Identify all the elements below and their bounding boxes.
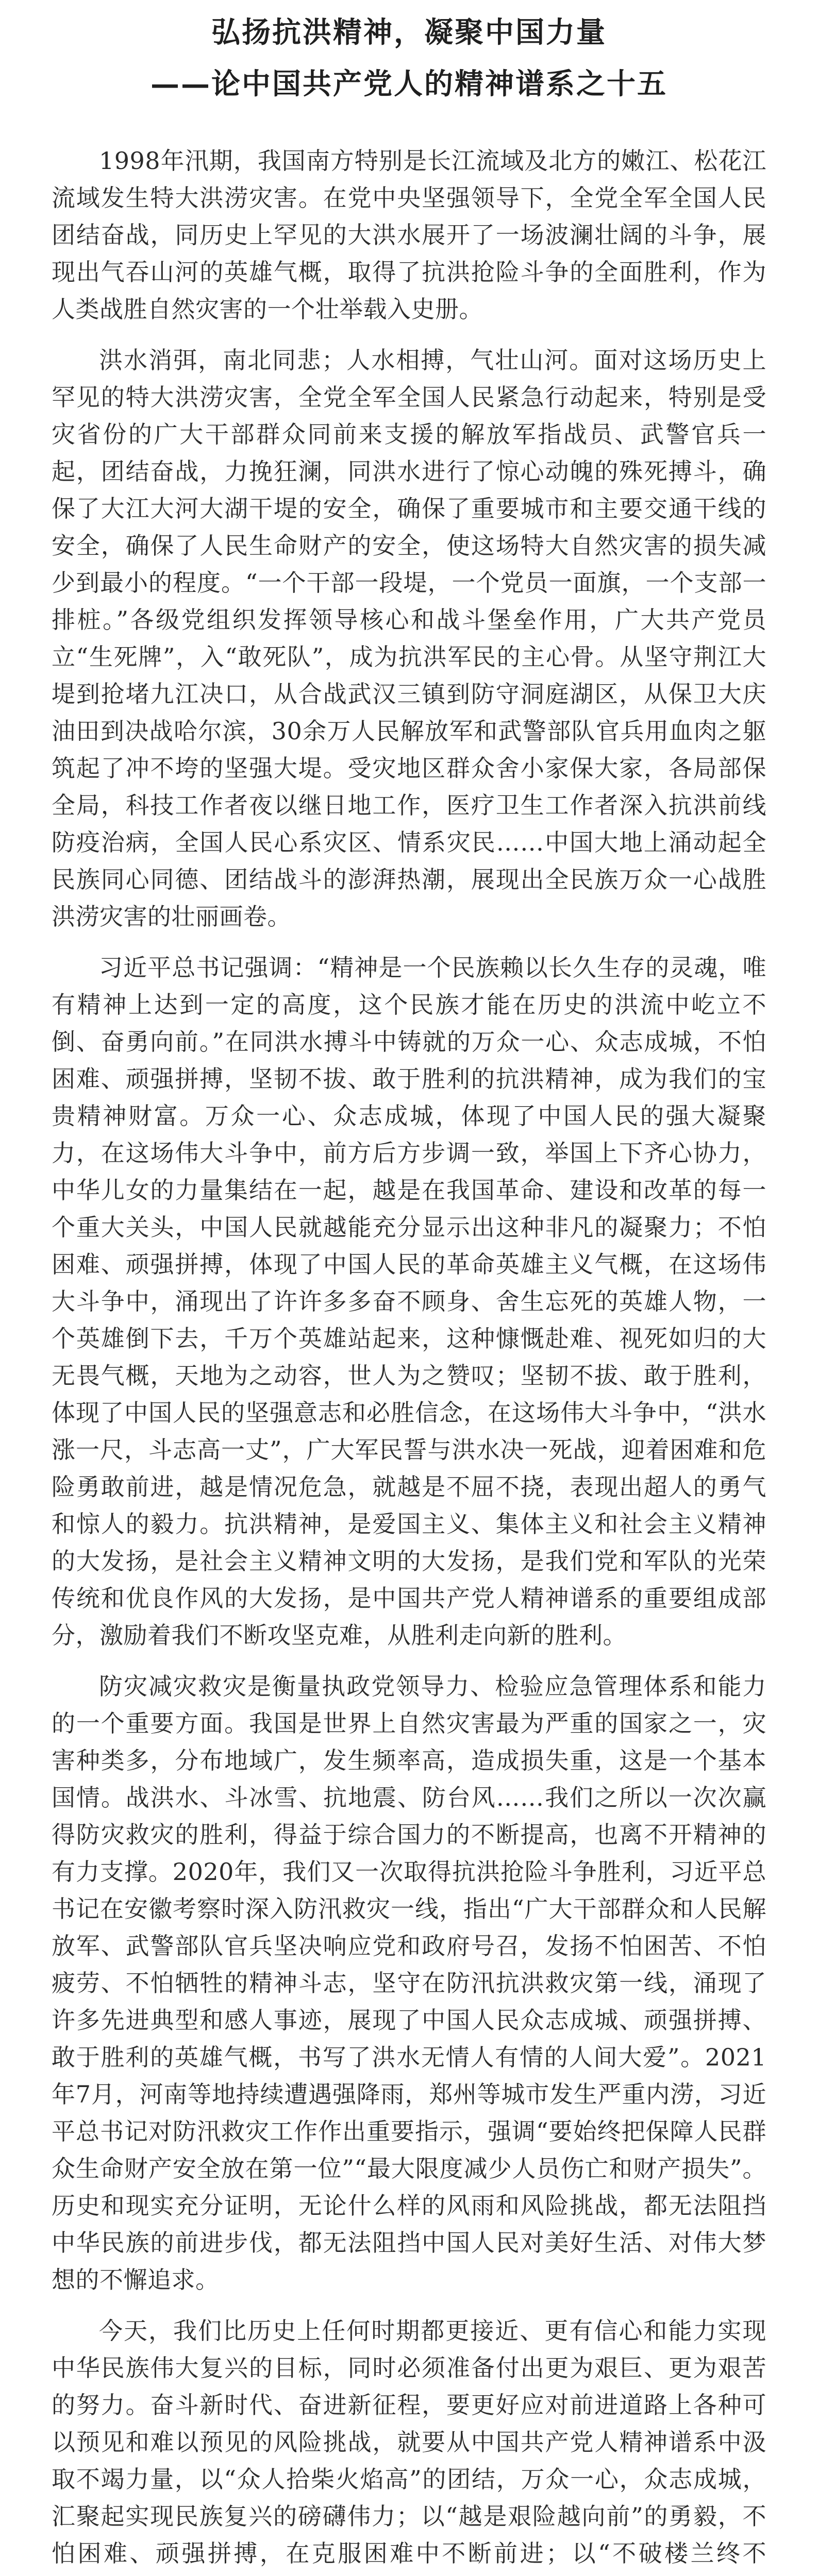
article-subtitle: ——论中国共产党人的精神谱系之十五 — [151, 67, 667, 101]
article-title: 弘扬抗洪精神，凝聚中国力量 — [211, 15, 607, 49]
article-paragraph: 今天，我们比历史上任何时期都更接近、更有信心和能力实现中华民族伟大复兴的目标，同时必须准备付出更为艰巨、更为艰苦的努力。奋斗新时代、奋进新征程，要更好应对前进道路上各种可以预见和难以预见的风险挑战，就要从中国共产党人精神谱系中汲取不竭力量，以“众人拾柴火焰高”的团结，万众一心，众志成城，汇聚起实现民族复兴的磅礴伟力；以“越是艰险越向前”的勇毅，不怕困难、顽强拼搏，在克服困难中不断前进；以“不破楼兰终不 — [52, 2317, 766, 2567]
article-paragraph: 洪水消弭，南北同悲；人水相搏，气壮山河。面对这场历史上罕见的特大洪涝灾害，全党全军全国人民紧急行动起来，特别是受灾省份的广大干部群众同前来支援的解放军指战员、武警官兵一起，团结奋战，力挽狂澜，同洪水进行了惊心动魄的殊死搏斗，确保了大江大河大湖干堤的安全，确保了重要城市和主要交通干线的安全，确保了人民生命财产的安全，使这场特大自然灾害的损失减少到最小的程度。“一个干部一段堤，一个党员一面旗，一个支部一排桩。”各级党组织发挥领导核心和战斗堡垒作用，广大共产党员立“生死牌”，入“敢死队”，成为抗洪军民的主心骨。从坚守荆江大堤到抢堵九江决口，从合战武汉三镇到防守洞庭湖区，从保卫大庆油田到决战哈尔滨，30余万人民解放军和武警部队官兵用血肉之躯筑起了冲不垮的坚强大堤。受灾地区群众舍小家保大家，各局部保全局，科技工作者夜以继日地工作，医疗卫生工作者深入抗洪前线防疫治病，全国人民心系灾区、情系灾民……中国大地上涌动起全民族同心同德、团结战斗的澎湃热潮，展现出全民族万众一心战胜洪涝灾害的壮丽画卷。 — [52, 346, 766, 930]
article-paragraph: 习近平总书记强调：“精神是一个民族赖以长久生存的灵魂，唯有精神上达到一定的高度，这个民族才能在历史的洪流中屹立不倒、奋勇向前。”在同洪水搏斗中铸就的万众一心、众志成城，不怕困难、顽强拼搏，坚韧不拔、敢于胜利的抗洪精神，成为我们的宝贵精神财富。万众一心、众志成城，体现了中国人民的强大凝聚力，在这场伟大斗争中，前方后方步调一致，举国上下齐心协力，中华儿女的力量集结在一起，越是在我国革命、建设和改革的每一个重大关头，中国人民就越能充分显示出这种非凡的凝聚力；不怕困难、顽强拼搏，体现了中国人民的革命英雄主义气概，在这场伟大斗争中，涌现出了许许多多奋不顾身、舍生忘死的英雄人物，一个英雄倒下去，千万个英雄站起来，这种慷慨赴难、视死如归的大无畏气概，天地为之动容，世人为之赞叹；坚韧不拔、敢于胜利，体现了中国人民的坚强意志和必胜信念，在这场伟大斗争中，“洪水涨一尺，斗志高一丈”，广大军民誓与洪水决一死战，迎着困难和危险勇敢前进，越是情况危急，就越是不屈不挠，表现出超人的勇气和惊人的毅力。抗洪精神，是爱国主义、集体主义和社会主义精神的大发扬，是社会主义精神文明的大发扬，是我们党和军队的光荣传统和优良作风的大发扬，是中国共产党人精神谱系的重要组成部分，激励着我们不断攻坚克难，从胜利走向新的胜利。 — [52, 954, 766, 1649]
article-paragraph: 1998年汛期，我国南方特别是长江流域及北方的嫩江、松花江流域发生特大洪涝灾害。在党中央坚强领导下，全党全军全国人民团结奋战，同历史上罕见的大洪水展开了一场波澜壮阔的斗争，展现出气吞山河的英雄气概，取得了抗洪抢险斗争的全面胜利，作为人类战胜自然灾害的一个壮举载入史册。 — [52, 147, 766, 323]
article-paragraph: 防灾减灾救灾是衡量执政党领导力、检验应急管理体系和能力的一个重要方面。我国是世界上自然灾害最为严重的国家之一，灾害种类多，分布地域广，发生频率高，造成损失重，这是一个基本国情。战洪水、斗冰雪、抗地震、防台风……我们之所以一次次赢得防灾救灾的胜利，得益于综合国力的不断提高，也离不开精神的有力支撑。2020年，我们又一次取得抗洪抢险斗争胜利，习近平总书记在安徽考察时深入防汛救灾一线，指出“广大干部群众和人民解放军、武警部队官兵坚决响应党和政府号召，发扬不怕困苦、不怕疲劳、不怕牺牲的精神斗志，坚守在防汛抗洪救灾第一线，涌现了许多先进典型和感人事迹，展现了中国人民众志成城、顽强拼搏、敢于胜利的英雄气概，书写了洪水无情人有情的人间大爱”。2021年7月，河南等地持续遭遇强降雨，郑州等城市发生严重内涝，习近平总书记对防汛救灾工作作出重要指示，强调“要始终把保障人民群众生命财产安全放在第一位”“最大限度减少人员伤亡和财产损失”。历史和现实充分证明，无论什么样的风雨和风险挑战，都无法阻挡中华民族的前进步伐，都无法阻挡中国人民对美好生活、对伟大梦想的不懈追求。 — [52, 1672, 766, 2294]
